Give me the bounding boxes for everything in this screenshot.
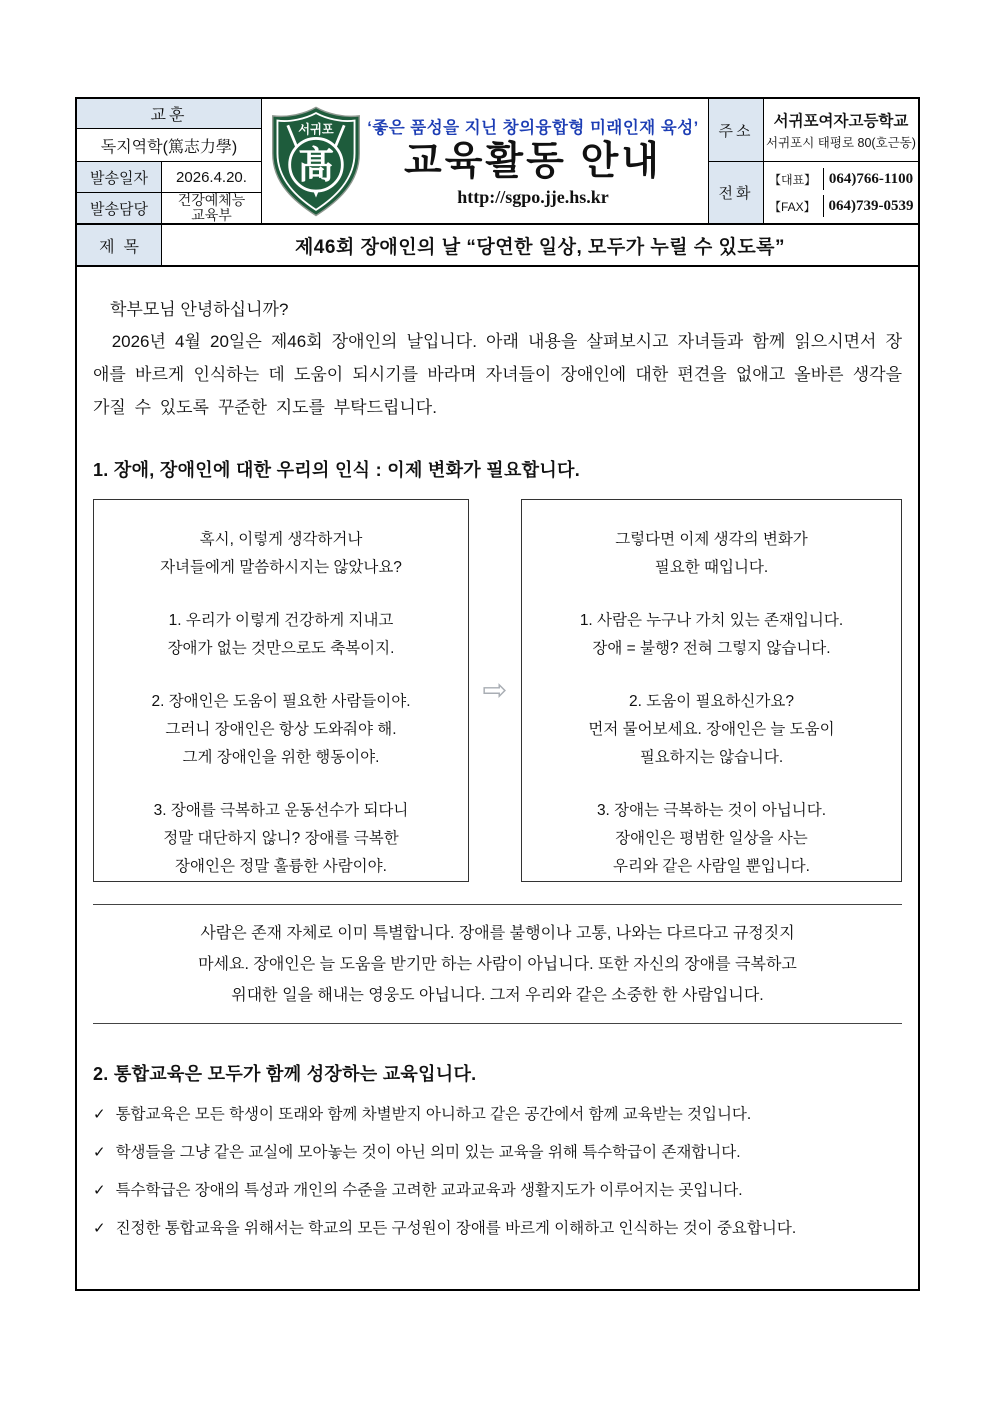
misconception-item-3	[94, 797, 468, 881]
quote-line: 위대한 일을 해내는 영웅도 아닙니다. 그저 우리와 같은 소중한 한 사람입니다.	[231, 987, 764, 1004]
website-url: http://sgpo.jje.hs.kr	[457, 187, 609, 207]
change-item-1	[522, 607, 901, 663]
school-logo-shield-icon	[269, 104, 363, 218]
header-right-panel	[708, 99, 918, 223]
change-intro	[522, 526, 901, 582]
bullet-item	[93, 1218, 902, 1240]
sender-row	[77, 193, 261, 223]
greeting-text: 학부모님 안녕하십니까?	[110, 300, 289, 319]
misconception-intro	[94, 526, 468, 582]
header-center-panel	[262, 99, 708, 223]
intro-paragraph: 2026년 4월 20일은 제46회 장애인의 날입니다. 아래 내용을 살펴보시고 자녀들과 함께 읽으시면서 장애를 바르게 인식하는 데 도움이 되시기를 바라며 자녀들이 장애인에 대한 편견을 없애고 올바른 생각을 가질 수 있도록 꾸준한 지도를 부탁드립니다.	[93, 332, 902, 417]
phone-type-main: 【대표】	[764, 168, 824, 190]
changed-thinking-box	[521, 499, 902, 882]
phone-row	[709, 162, 918, 223]
quote-line: 사람은 존재 자체로 이미 특별합니다. 장애를 불행이나 고통, 나와는 다르다고 규정짓지	[200, 925, 795, 942]
box-line: 장애인은 정말 훌륭한 사람이야.	[175, 858, 387, 875]
address-label-cell: 주소	[709, 99, 764, 161]
box-line: 정말 대단하지 않니? 장애를 극복한	[163, 830, 399, 847]
logo-school-short-text: 서귀포	[298, 122, 334, 137]
check-icon: ✓	[93, 1220, 106, 1237]
check-icon: ✓	[93, 1144, 106, 1161]
change-item-3	[522, 797, 901, 881]
section1-heading: 1. 장애, 장애인에 대한 우리의 인식 : 이제 변화가 필요합니다.	[93, 460, 581, 480]
box-line: 1. 사람은 누구나 가치 있는 존재입니다.	[579, 612, 844, 629]
comparison-boxes	[93, 499, 902, 882]
box-line: 장애가 없는 것만으로도 축복이지.	[167, 640, 395, 657]
header-left-panel	[77, 99, 262, 223]
bullet-item	[93, 1142, 902, 1164]
misconception-item-2	[94, 688, 468, 772]
change-item-2	[522, 688, 901, 772]
subject-title: 제46회 장애인의 날 “당연한 일상, 모두가 누릴 수 있도록”	[294, 236, 786, 258]
box-line: 필요하지는 않습니다.	[639, 749, 784, 766]
bullet-text: 통합교육은 모든 학생이 또래와 함께 차별받지 아니하고 같은 공간에서 함께 교육받는 것입니다.	[115, 1106, 752, 1123]
bullet-text: 특수학급은 장애의 특성과 개인의 수준을 고려한 교과교육과 생활지도가 이루어지는 곳입니다.	[115, 1182, 743, 1199]
send-date-label-cell: 발송일자	[77, 162, 162, 192]
send-date-row	[77, 162, 261, 193]
box-line: 장애인은 평범한 일상을 사는	[615, 830, 808, 847]
check-icon: ✓	[93, 1106, 106, 1123]
phone-type-fax: 【FAX】	[764, 195, 824, 217]
notice-document	[75, 97, 920, 1291]
address-text: 서귀포시 태평로 80(호근동)	[766, 136, 916, 150]
document-title: 교육활동 안내	[404, 140, 662, 183]
school-logo	[268, 104, 364, 218]
box-line: 그렇다면 이제 생각의 변화가	[615, 531, 808, 548]
box-line: 먼저 물어보세요. 장애인은 늘 도움이	[588, 721, 835, 738]
box-line: 2. 도움이 필요하신가요?	[629, 693, 794, 710]
check-icon: ✓	[93, 1182, 106, 1199]
box-line: 그러니 장애인은 항상 도와줘야 해.	[165, 721, 397, 738]
phone-label-cell: 전화	[709, 162, 764, 223]
right-arrow-icon: ⇨	[482, 673, 508, 707]
box-line: 2. 장애인은 도움이 필요한 사람들이야.	[151, 693, 411, 710]
sender-value-cell	[162, 193, 261, 223]
phone-value-cell	[764, 162, 918, 223]
box-line: 3. 장애는 극복하는 것이 아닙니다.	[596, 802, 827, 819]
box-line: 우리와 같은 사람일 뿐입니다.	[613, 858, 810, 875]
school-name: 서귀포여자고등학교	[773, 113, 909, 130]
sender-dept-line1: 건강예체능	[177, 192, 246, 208]
sender-dept-line2: 교육부	[191, 207, 232, 223]
body-box	[75, 267, 920, 1291]
box-line: 3. 장애를 극복하고 운동선수가 되다니	[153, 802, 409, 819]
header-table	[75, 97, 920, 225]
motto-value-cell: 독지역학(篤志力學)	[77, 129, 261, 162]
box-line: 자녀들에게 말씀하시지는 않았나요?	[160, 559, 402, 576]
motto-label-cell: 교훈	[77, 99, 261, 129]
bullet-list	[93, 1104, 902, 1240]
bullet-item	[93, 1180, 902, 1202]
box-line: 혹시, 이렇게 생각하거나	[199, 531, 363, 548]
subject-label-cell: 제 목	[77, 225, 162, 265]
send-date-value-cell: 2026.4.20.	[176, 168, 247, 186]
box-line: 그게 장애인을 위한 행동이야.	[182, 749, 380, 766]
box-line: 1. 우리가 이렇게 건강하게 지내고	[168, 612, 394, 629]
bullet-text: 진정한 통합교육을 위해서는 학교의 모든 구성원이 장애를 바르게 이해하고 인식하는 것이 중요합니다.	[115, 1220, 797, 1237]
phone-number-main: 064)766-1100	[828, 170, 914, 187]
address-row	[709, 99, 918, 162]
quote-block	[93, 904, 902, 1024]
misconception-box	[93, 499, 469, 882]
school-slogan: ‘좋은 품성을 지닌 창의융합형 미래인재 육성’	[367, 119, 699, 137]
header-title-block	[364, 114, 706, 208]
subject-row	[75, 225, 920, 267]
misconception-item-1	[94, 607, 468, 663]
bullet-item	[93, 1104, 902, 1126]
box-line: 장애 = 불행? 전혀 그렇지 않습니다.	[592, 640, 831, 657]
quote-line: 마세요. 장애인은 늘 도움을 받기만 하는 사람이 아닙니다. 또한 자신의 장애를 극복하고	[198, 956, 797, 973]
phone-number-fax: 064)739-0539	[828, 197, 914, 214]
address-value-cell	[764, 99, 918, 161]
sender-label-cell: 발송담당	[77, 193, 162, 223]
section2-heading: 2. 통합교육은 모두가 함께 성장하는 교육입니다.	[93, 1064, 477, 1084]
bullet-text: 학생들을 그냥 같은 교실에 모아놓는 것이 아닌 의미 있는 교육을 위해 특수학급이 존재합니다.	[115, 1144, 741, 1161]
box-line: 필요한 때입니다.	[654, 559, 769, 576]
logo-hanja-text: 髙	[297, 143, 335, 186]
